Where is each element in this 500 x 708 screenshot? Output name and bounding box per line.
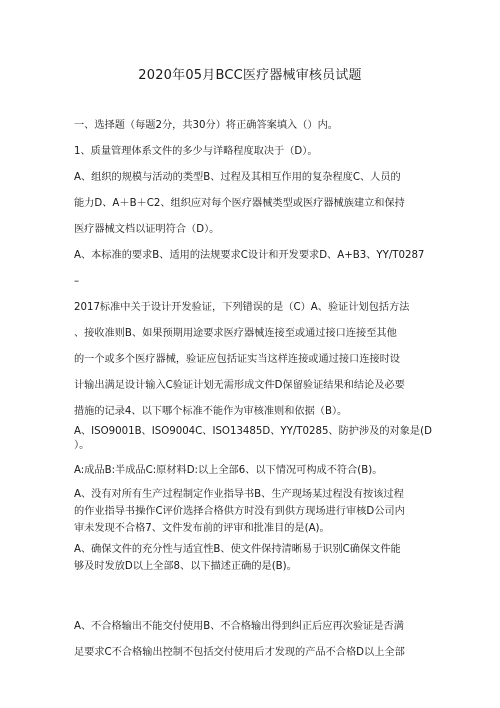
question-3: [74, 295, 436, 421]
question-8-options: [74, 614, 436, 666]
question-1: [74, 139, 436, 165]
question-2-options: [74, 243, 436, 295]
text-line: 够及时发放D以上全部8、以下描述正确的是(B)。: [74, 561, 297, 572]
text-line: –: [74, 276, 80, 287]
text-line: A、ISO9001B、ISO9004C、ISO13485D、YY/T0285、防护涉及的对象是(D: [74, 426, 432, 437]
text-line: 的一个或多个医疗器械，验证应包括证实当这样连接或通过接口连接时设: [74, 354, 400, 365]
text-line: A:成品B:半成品C:原材料D:以上全部6、以下情况可构成不符合(B)。: [74, 465, 383, 476]
question-5-options: [74, 458, 436, 484]
question-7-options: [74, 541, 436, 575]
document-title: 2020年05月BCC医疗器械审核员试题: [138, 68, 362, 83]
text-line: A、确保文件的充分性与适宜性B、使文件保持清晰易于识别C确保文件能: [74, 544, 401, 555]
question-4-options: [74, 425, 436, 453]
text-line: 足要求C不合格输出控制不包括交付使用后才发现的产品不合格D以上全部: [74, 647, 405, 658]
text-line: 审未发现不合格7、文件发布前的评审和批准目的是(A)。: [74, 523, 330, 534]
section-heading: [74, 113, 436, 139]
text-line: 1、质量管理体系文件的多少与详略程度取决于（D）。: [74, 146, 318, 157]
text-line: A、本标准的要求B、适用的法规要求C设计和开发要求D、A+B3、YY/T0287: [74, 250, 425, 261]
text-line: 的作业指导书操作C评价选择合格供方时没有到供方现场进行审核D公司内: [74, 506, 405, 517]
question-6-options: [74, 486, 436, 537]
text-line: 能力D、A＋B＋C2、组织应对每个医疗器械类型或医疗器械族建立和保持: [74, 198, 405, 209]
question-1-options: [74, 165, 436, 243]
text-line: 、接收准则B、如果预期用途要求医疗器械连接至或通过接口连接至其他: [74, 328, 397, 339]
text-line: 措施的记录4、以下哪个标准不能作为审核准则和依据（B）。: [74, 406, 348, 417]
text-line: 医疗器械文档以证明符合（D）。: [74, 224, 220, 235]
section-heading-text: 一、选择题（每题2分，共30分）将正确答案填入（）内。: [74, 120, 338, 131]
text-line: 计输出满足设计输入C验证计划无需形成文件D保留验证结果和结论及必要: [74, 380, 405, 391]
text-line: A、不合格输出不能交付使用B、不合格输出得到纠正后应再次验证是否满: [74, 621, 404, 632]
text-line: ）。: [74, 440, 90, 451]
text-line: A、没有对所有生产过程制定作业指导书B、生产现场某过程没有按该过程: [74, 489, 404, 500]
text-line: A、组织的规模与活动的类型B、过程及其相互作用的复杂程度C、人员的: [74, 172, 401, 183]
text-line: 2017标准中关于设计开发验证，下列错误的是（C）A、验证计划包括方法: [74, 302, 410, 313]
